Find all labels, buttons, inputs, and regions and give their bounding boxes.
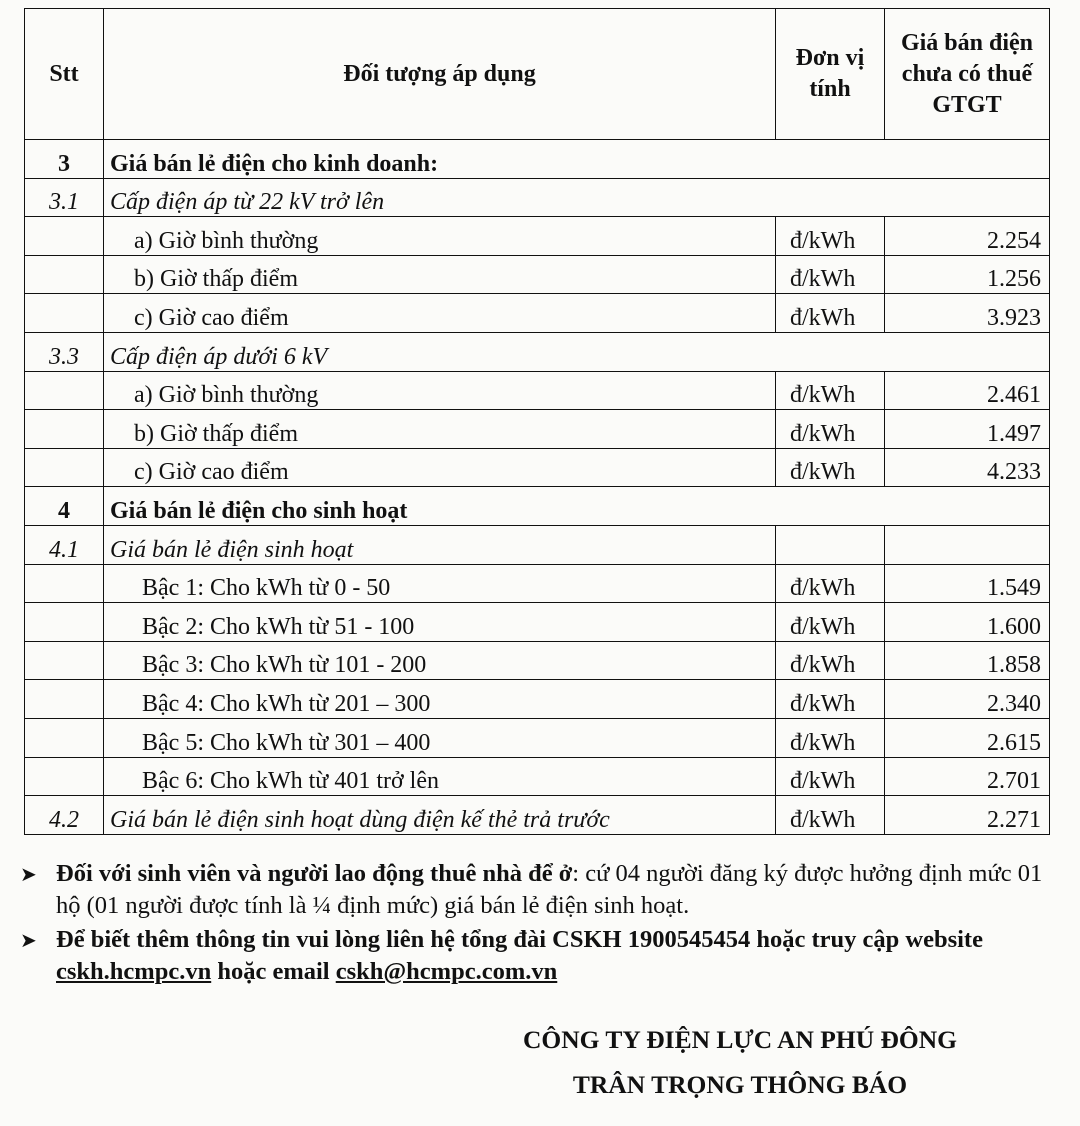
note-contact bbox=[20, 924, 1060, 988]
row-stt bbox=[25, 641, 104, 680]
website-link[interactable]: cskh.hcmpc.vn bbox=[56, 958, 212, 985]
row-label: Giá bán lẻ điện sinh hoạt dùng điện kế thẻ trả trước bbox=[104, 796, 776, 835]
row-label: a) Giờ bình thường bbox=[104, 217, 776, 256]
row-label: Bậc 2: Cho kWh từ 51 - 100 bbox=[104, 603, 776, 642]
section-title: Giá bán lẻ điện cho sinh hoạt bbox=[104, 487, 1050, 526]
row-unit: đ/kWh bbox=[776, 294, 885, 333]
row-price bbox=[885, 525, 1050, 564]
table-row bbox=[25, 217, 1050, 256]
row-unit: đ/kWh bbox=[776, 410, 885, 449]
header-subject: Đối tượng áp dụng bbox=[104, 9, 776, 140]
table-row bbox=[25, 718, 1050, 757]
row-price: 3.923 bbox=[885, 294, 1050, 333]
row-stt bbox=[25, 680, 104, 719]
row-stt: 3.1 bbox=[25, 178, 104, 217]
row-stt bbox=[25, 448, 104, 487]
row-stt: 3.3 bbox=[25, 332, 104, 371]
row-stt bbox=[25, 371, 104, 410]
row-stt bbox=[25, 217, 104, 256]
note-students bbox=[20, 858, 1060, 922]
row-price: 1.858 bbox=[885, 641, 1050, 680]
row-label: Bậc 4: Cho kWh từ 201 – 300 bbox=[104, 680, 776, 719]
row-price: 1.549 bbox=[885, 564, 1050, 603]
table-row bbox=[25, 525, 1050, 564]
electricity-price-table bbox=[24, 8, 1050, 835]
row-stt bbox=[25, 294, 104, 333]
row-unit: đ/kWh bbox=[776, 564, 885, 603]
row-unit: đ/kWh bbox=[776, 371, 885, 410]
row-price: 2.615 bbox=[885, 718, 1050, 757]
table-row bbox=[25, 603, 1050, 642]
row-label: Bậc 3: Cho kWh từ 101 - 200 bbox=[104, 641, 776, 680]
row-price: 2.461 bbox=[885, 371, 1050, 410]
note-contact-text-email: hoặc email bbox=[211, 958, 336, 985]
table-row bbox=[25, 641, 1050, 680]
row-stt bbox=[25, 757, 104, 796]
section-title: Giá bán lẻ điện cho kinh doanh: bbox=[104, 140, 1050, 179]
row-stt bbox=[25, 718, 104, 757]
row-price: 2.340 bbox=[885, 680, 1050, 719]
row-unit: đ/kWh bbox=[776, 796, 885, 835]
row-stt bbox=[25, 564, 104, 603]
row-unit: đ/kWh bbox=[776, 718, 885, 757]
notes-section bbox=[20, 858, 1060, 990]
row-label: b) Giờ thấp điểm bbox=[104, 255, 776, 294]
table-row bbox=[25, 487, 1050, 526]
table-row bbox=[25, 564, 1050, 603]
row-stt bbox=[25, 603, 104, 642]
table-header-row bbox=[25, 9, 1050, 140]
row-unit: đ/kWh bbox=[776, 757, 885, 796]
row-price: 2.271 bbox=[885, 796, 1050, 835]
table-row bbox=[25, 178, 1050, 217]
arrow-bullet-icon: ➤ bbox=[20, 928, 37, 952]
subsection-title: Cấp điện áp từ 22 kV trở lên bbox=[104, 178, 1050, 217]
note-contact-text: Để biết thêm thông tin vui lòng liên hệ tổng đài CSKH 1900545454 hoặc truy cập website bbox=[56, 926, 983, 953]
row-stt bbox=[25, 410, 104, 449]
closing-line: TRÂN TRỌNG THÔNG BÁO bbox=[572, 1070, 908, 1099]
table-row bbox=[25, 294, 1050, 333]
email-link[interactable]: cskh@hcmpc.com.vn bbox=[335, 958, 558, 985]
row-price: 1.600 bbox=[885, 603, 1050, 642]
subsection-title: Cấp điện áp dưới 6 kV bbox=[104, 332, 1050, 371]
header-stt: Stt bbox=[25, 9, 104, 140]
table-row bbox=[25, 140, 1050, 179]
arrow-bullet-icon: ➤ bbox=[20, 862, 37, 886]
subsection-title: Giá bán lẻ điện sinh hoạt bbox=[104, 525, 776, 564]
table-row bbox=[25, 255, 1050, 294]
note-students-text: : cứ 04 người đăng ký được hưởng định mức 01 hộ (01 người được tính là ¼ định mức) giá bán lẻ điện sinh hoạt. bbox=[56, 860, 1043, 919]
row-unit: đ/kWh bbox=[776, 641, 885, 680]
row-label: c) Giờ cao điểm bbox=[104, 294, 776, 333]
row-price: 1.497 bbox=[885, 410, 1050, 449]
row-unit: đ/kWh bbox=[776, 680, 885, 719]
header-price: Giá bán điện chưa có thuế GTGT bbox=[885, 9, 1050, 140]
table-row bbox=[25, 332, 1050, 371]
company-name: CÔNG TY ĐIỆN LỰC AN PHÚ ĐÔNG bbox=[523, 1025, 957, 1054]
header-unit: Đơn vị tính bbox=[776, 9, 885, 140]
row-price: 2.701 bbox=[885, 757, 1050, 796]
table-row bbox=[25, 410, 1050, 449]
table-row bbox=[25, 680, 1050, 719]
row-label: Bậc 5: Cho kWh từ 301 – 400 bbox=[104, 718, 776, 757]
row-label: Bậc 6: Cho kWh từ 401 trở lên bbox=[104, 757, 776, 796]
row-unit: đ/kWh bbox=[776, 255, 885, 294]
row-price: 4.233 bbox=[885, 448, 1050, 487]
row-price: 2.254 bbox=[885, 217, 1050, 256]
row-label: c) Giờ cao điểm bbox=[104, 448, 776, 487]
row-stt bbox=[25, 255, 104, 294]
row-unit: đ/kWh bbox=[776, 217, 885, 256]
table-row bbox=[25, 448, 1050, 487]
row-stt: 4.2 bbox=[25, 796, 104, 835]
row-label: Bậc 1: Cho kWh từ 0 - 50 bbox=[104, 564, 776, 603]
table-row bbox=[25, 371, 1050, 410]
row-stt: 4.1 bbox=[25, 525, 104, 564]
row-stt: 4 bbox=[25, 487, 104, 526]
row-unit: đ/kWh bbox=[776, 603, 885, 642]
row-unit: đ/kWh bbox=[776, 448, 885, 487]
table-row bbox=[25, 757, 1050, 796]
row-label: b) Giờ thấp điểm bbox=[104, 410, 776, 449]
table-row bbox=[25, 796, 1050, 835]
note-students-bold: Đối với sinh viên và người lao động thuê nhà để ở bbox=[56, 860, 573, 887]
row-unit bbox=[776, 525, 885, 564]
row-label: a) Giờ bình thường bbox=[104, 371, 776, 410]
row-stt: 3 bbox=[25, 140, 104, 179]
row-price: 1.256 bbox=[885, 255, 1050, 294]
